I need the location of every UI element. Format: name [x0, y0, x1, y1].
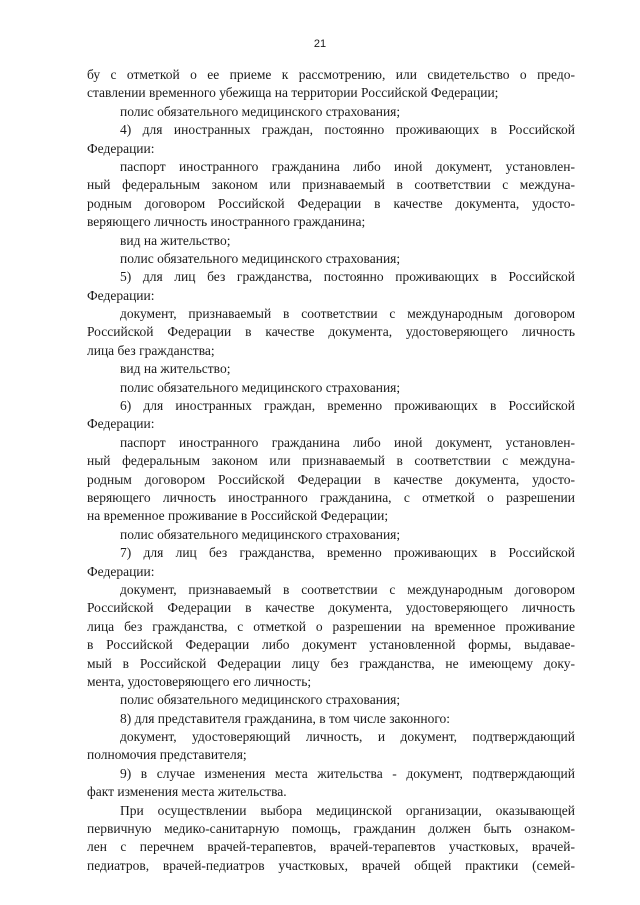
text-line: полис обязательного медицинского страхования; [120, 250, 401, 266]
text-line: Российской Федерации в качестве документа, удостоверяющего личность [87, 600, 575, 616]
text-line: паспорт иностранного гражданина либо иной документ, установлен- [120, 158, 575, 174]
text-line: полис обязательного медицинского страхования; [120, 692, 401, 708]
text-line: 5) для лиц без гражданства, постоянно проживающих в Российской [120, 269, 575, 285]
text-line: родным договором Российской Федерации в качестве документа, удосто- [87, 195, 575, 211]
page-number: 21 [313, 38, 327, 50]
text-line: вид на жительство; [120, 232, 231, 248]
text-line: Федерации: [87, 140, 155, 156]
text-line: лица без гражданства, с отметкой о разрешении на временное проживание [87, 618, 575, 634]
text-line: бу с отметкой о ее приеме к рассмотрению, или свидетельство о предо- [87, 67, 575, 82]
text-line: первичную медико-санитарную помощь, гражданин должен быть ознаком- [87, 821, 575, 837]
text-line: вид на жительство; [120, 361, 231, 377]
text-line: Федерации: [87, 563, 155, 579]
text-line: документ, удостоверяющий личность, и документ, подтверждающий [120, 729, 575, 745]
text-line: документ, признаваемый в соответствии с международным договором [120, 581, 575, 597]
text-line: Федерации: [87, 287, 155, 303]
text-line: лица без гражданства; [87, 342, 215, 358]
text-line: документ, признаваемый в соответствии с международным договором [120, 306, 575, 322]
text-line: мый в Российской Федерации лицу без гражданства, не имеющему доку- [87, 655, 575, 671]
text-line: полис обязательного медицинского страхования; [120, 379, 401, 395]
text-line: 7) для лиц без гражданства, временно проживающих в Российской [120, 545, 575, 561]
text-line: ный федеральным законом или признаваемый в соответствии с междуна- [87, 453, 575, 469]
text-line: педиатров, врачей-педиатров участковых, врачей общей практики (семей- [87, 857, 575, 873]
text-line: 8) для представителя гражданина, в том числе законного: [120, 710, 451, 726]
text-line: веряющего личность иностранного гражданина; [87, 214, 366, 230]
text-line: полномочия представителя; [87, 747, 247, 763]
text-line: паспорт иностранного гражданина либо иной документ, установлен- [120, 434, 575, 450]
text-line: полис обязательного медицинского страхования; [120, 526, 401, 542]
text-line: Федерации: [87, 416, 155, 432]
document-body [87, 66, 575, 875]
text-line: При осуществлении выбора медицинской организации, оказывающей [120, 802, 575, 818]
text-line: в Российской Федерации либо документ установленной формы, выдавае- [87, 637, 575, 653]
text-line: лен с перечнем врачей-терапевтов, врачей-терапевтов участковых, врачей- [87, 839, 575, 855]
text-line: факт изменения места жительства. [87, 784, 287, 800]
text-line: 6) для иностранных граждан, временно проживающих в Российской [120, 398, 575, 414]
text-line: полис обязательного медицинского страхования; [120, 103, 401, 119]
text-line: веряющего личность иностранного гражданина, с отметкой о разрешении [87, 489, 575, 505]
text-line: ставлении временного убежища на территории Российской Федерации; [87, 85, 499, 101]
text-line: мента, удостоверяющего его личность; [87, 673, 312, 689]
text-line: родным договором Российской Федерации в качестве документа, удосто- [87, 471, 575, 487]
text-line: Российской Федерации в качестве документа, удостоверяющего личность [87, 324, 575, 340]
text-line: 9) в случае изменения места жительства - документ, подтверждающий [120, 765, 575, 781]
text-line: 4) для иностранных граждан, постоянно проживающих в Российской [120, 122, 575, 138]
text-line: на временное проживание в Российской Федерации; [87, 508, 389, 524]
text-line: ный федеральным законом или признаваемый в соответствии с междуна- [87, 177, 575, 193]
